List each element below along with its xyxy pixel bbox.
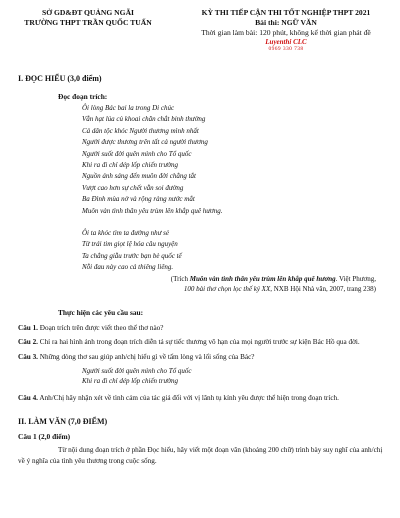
stanza-gap (82, 217, 386, 228)
question-3-poem (82, 366, 386, 387)
question-4-text: Anh/Chị hãy nhận xét về tình cảm của tác giả đối với vị lãnh tụ kính yêu được thể hiện trong đoạn trích. (37, 393, 339, 402)
poem-line: Người được thương trên tất cả người thương (82, 138, 208, 147)
poem-line: Muôn vàn tình thân yêu trùm lên khắp quê hương. (82, 206, 223, 215)
question-1-label: Câu 1. (18, 323, 38, 332)
poem-line: Vượt cao hơn sự chết vẫn soi đường (82, 183, 184, 192)
exam-header (18, 8, 386, 52)
subject-name: Bài thi: NGỮ VĂN (255, 18, 317, 27)
question-4 (18, 393, 386, 403)
question-3-label: Câu 3. (18, 352, 38, 361)
poem-line: Ôi ta khóc tìm ta đường như sẻ (82, 229, 170, 238)
poem-line: Người suốt đời quên mình cho Tổ quốc (82, 366, 192, 375)
source-book: 100 bài thơ chọn lọc thế kỷ XX (183, 284, 271, 293)
question-1-text: Đoạn trích trên được viết theo thể thơ nào? (37, 323, 164, 332)
poem-line: Ôi lòng Bác bai la trong Di chúc (82, 104, 175, 112)
section-writing-title: II. LÀM VĂN (7,0 ĐIỂM) (18, 417, 108, 427)
school-name: TRƯỜNG THPT TRẦN QUỐC TUẤN (24, 18, 152, 27)
poem-line: Nỗi đau này cao cả thiêng liêng. (82, 263, 174, 272)
question-3 (18, 352, 386, 362)
watermark-phone: 0969 330 738 (268, 46, 304, 52)
essay-question-1-label: Câu 1 (2,0 điểm) (18, 432, 71, 442)
question-3-text: Những dòng thơ sau giúp anh/chị hiểu gì về tấm lòng và lối sống của Bác? (37, 352, 255, 361)
question-2 (18, 337, 386, 347)
source-title: Muôn vàn tình thân yêu trùm lên khắp quê hương (189, 274, 336, 283)
poem-excerpt (82, 103, 386, 274)
question-4-label: Câu 4. (18, 393, 38, 402)
poem-line: Cả dân tộc khóc Người thương mình nhất (82, 126, 199, 135)
excerpt-label: Đọc đoạn trích: (58, 92, 108, 101)
question-2-label: Câu 2. (18, 338, 38, 347)
source-author: . Việt Phương, (335, 274, 376, 283)
poem-line: Khi ra đi chỉ dép lốp chiến trường (82, 161, 179, 170)
question-1 (18, 323, 386, 333)
poem-line: Ta chẳng giẫu trước bạn bè quốc tế (82, 251, 182, 260)
time-limit: Thời gian làm bài: 120 phút, không kể thời gian phát đề (201, 28, 371, 37)
source-prefix: (Trích (170, 274, 190, 283)
exam-title: KỲ THI TIẾP CẬN THI TỐT NGHIỆP THPT 2021 (201, 8, 371, 17)
poem-line: Nguồn ánh sáng đến muôn đời chẳng tắt (82, 172, 196, 181)
task-label: Thực hiện các yêu cầu sau: (58, 307, 144, 317)
poem-line: Người suốt đời quên mình cho Tổ quốc (82, 149, 192, 158)
source-citation (108, 274, 386, 294)
school-block (18, 8, 158, 52)
poem-line: Khi ra đi chỉ dép lốp chiến trường (82, 377, 179, 386)
poem-line: Ba Đình mùa nở và rộng ràng nước mắt (82, 195, 195, 204)
exam-info-block (186, 8, 386, 52)
watermark-name: Luyenthi CLC (265, 38, 307, 46)
question-2-text: Chỉ ra hai hình ảnh trong đoạn trích diễn tả sự tiếc thương vô hạn của mọi người trước sự kiện Bác Hồ qua đời. (37, 338, 360, 347)
source-publisher: , NXB Hội Nhà văn, 2007, trang 238) (270, 284, 376, 293)
department-name: SỞ GD&ĐT QUẢNG NGÃI (41, 8, 135, 17)
poem-line: Vẫn hạt lúa củ khoai chăn chắt binh thường (82, 115, 206, 124)
essay-question-1-text: Từ nội dung đoạn trích ở phần Đọc hiểu, hãy viết một đoạn văn (khoảng 200 chữ) trình bày suy nghĩ của anh/chị về ý nghĩa của tình yêu thương trong cuộc sống. (18, 446, 383, 465)
poem-line: Từ trái tim giọt lệ hóa câu nguyện (82, 240, 178, 249)
section-reading-title: I. ĐỌC HIỂU (3,0 điểm) (18, 74, 102, 83)
